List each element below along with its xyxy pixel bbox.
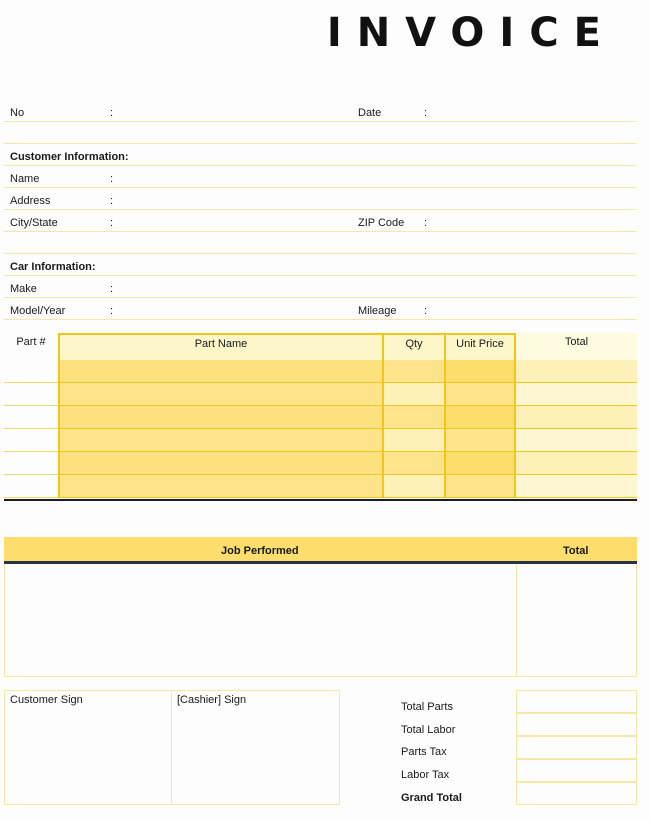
address-label: Address <box>10 195 51 207</box>
total-cell[interactable] <box>516 383 637 406</box>
total-header: Total <box>516 333 637 360</box>
total-cell[interactable] <box>516 406 637 429</box>
car-model-row <box>4 298 637 320</box>
part-name-cell[interactable] <box>58 429 384 452</box>
blank-row <box>4 122 637 144</box>
total-cell[interactable] <box>516 429 637 452</box>
make-label: Make <box>10 283 37 295</box>
total-parts-field[interactable] <box>516 690 637 713</box>
colon: : <box>110 305 114 317</box>
unit-price-cell[interactable] <box>444 406 516 429</box>
part-number-cell[interactable] <box>4 475 58 498</box>
part-number-cell[interactable] <box>4 360 58 383</box>
total-cell[interactable] <box>516 475 637 498</box>
invoice-number-label: No <box>10 107 25 119</box>
part-name-header: Part Name <box>58 333 384 360</box>
qty-cell[interactable] <box>384 475 444 498</box>
cashier-sign-label: [Cashier] Sign <box>177 694 247 706</box>
part-name-cell[interactable] <box>58 475 384 498</box>
colon: : <box>424 305 428 317</box>
parts-table <box>4 333 637 501</box>
customer-address-row <box>4 188 637 210</box>
part-name-cell[interactable] <box>58 406 384 429</box>
customer-section-heading: Customer Information: <box>10 151 129 163</box>
colon: : <box>110 107 114 119</box>
unit-price-cell[interactable] <box>444 452 516 475</box>
qty-cell[interactable] <box>384 452 444 475</box>
cashier-sign-box[interactable] <box>172 690 340 805</box>
colon: : <box>110 283 114 295</box>
unit-price-cell[interactable] <box>444 429 516 452</box>
customer-name-row <box>4 166 637 188</box>
job-performed-header <box>4 537 637 564</box>
part-name-cell[interactable] <box>58 383 384 406</box>
grand-total-label: Grand Total <box>401 792 462 804</box>
unit-price-cell[interactable] <box>444 383 516 406</box>
customer-city-row <box>4 210 637 232</box>
date-label: Date <box>358 107 382 119</box>
part-name-cell[interactable] <box>58 452 384 475</box>
colon: : <box>110 217 114 229</box>
total-parts-label: Total Parts <box>401 701 453 713</box>
part-number-cell[interactable] <box>4 452 58 475</box>
job-total-label: Total <box>563 545 589 557</box>
total-cell[interactable] <box>516 360 637 383</box>
part-number-header: Part # <box>4 333 58 360</box>
colon: : <box>110 195 114 207</box>
customer-sign-box[interactable] <box>4 690 172 805</box>
parts-tax-field[interactable] <box>516 736 637 759</box>
grand-total-field[interactable] <box>516 782 637 805</box>
part-number-cell[interactable] <box>4 429 58 452</box>
car-make-row <box>4 276 637 298</box>
invoice-title: INVOICE <box>326 10 616 56</box>
invoice-number-row <box>4 100 637 122</box>
part-name-cell[interactable] <box>58 360 384 383</box>
total-cell[interactable] <box>516 452 637 475</box>
job-performed-area[interactable] <box>4 564 637 677</box>
job-performed-label: Job Performed <box>221 545 299 557</box>
qty-cell[interactable] <box>384 406 444 429</box>
colon: : <box>424 107 428 119</box>
model-year-label: Model/Year <box>10 305 66 317</box>
car-section-heading: Car Information: <box>10 261 96 273</box>
parts-tax-label: Parts Tax <box>401 746 447 758</box>
total-labor-label: Total Labor <box>401 724 456 736</box>
qty-header: Qty <box>384 333 444 360</box>
unit-price-cell[interactable] <box>444 475 516 498</box>
colon: : <box>424 217 428 229</box>
qty-cell[interactable] <box>384 383 444 406</box>
colon: : <box>110 173 114 185</box>
unit-price-cell[interactable] <box>444 360 516 383</box>
part-number-cell[interactable] <box>4 383 58 406</box>
car-section-row <box>4 254 637 276</box>
part-number-cell[interactable] <box>4 406 58 429</box>
mileage-label: Mileage <box>358 305 397 317</box>
blank-row <box>4 232 637 254</box>
total-labor-field[interactable] <box>516 713 637 736</box>
name-label: Name <box>10 173 40 185</box>
city-state-label: City/State <box>10 217 58 229</box>
qty-cell[interactable] <box>384 429 444 452</box>
job-column-divider <box>516 564 517 677</box>
customer-section-row <box>4 144 637 166</box>
labor-tax-field[interactable] <box>516 759 637 782</box>
qty-cell[interactable] <box>384 360 444 383</box>
labor-tax-label: Labor Tax <box>401 769 450 781</box>
unit-price-header: Unit Price <box>444 333 516 360</box>
customer-sign-label: Customer Sign <box>10 694 83 706</box>
zip-code-label: ZIP Code <box>358 217 405 229</box>
